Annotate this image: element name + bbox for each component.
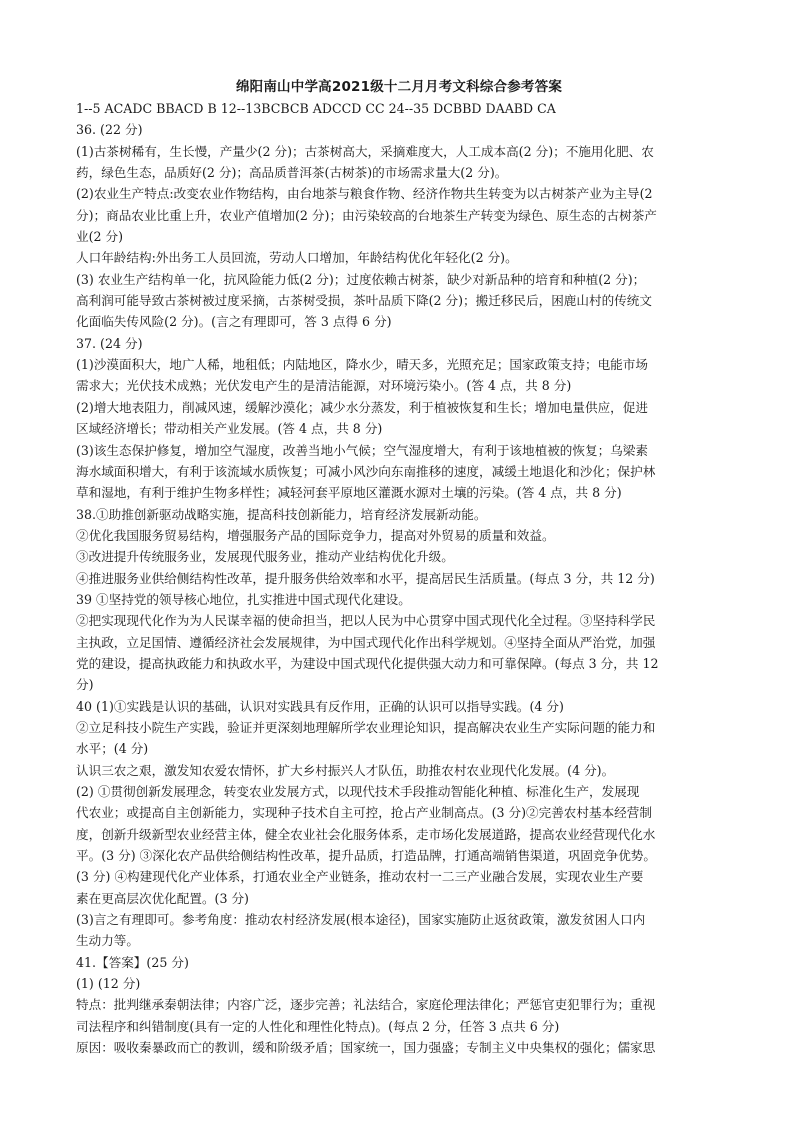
answer-line: ③改进提升传统服务业，发展现代服务业，推动产业结构优化升级。	[76, 549, 454, 565]
answer-line: 平。(3 分) ③深化农产品供给侧结构性改革，提升品质，打造品牌，打通高端销售渠道，巩固竞争优势。	[76, 848, 656, 864]
answer-line: (2)农业生产特点:改变农业作物结构，由台地茶与粮食作物、经济作物共生转变为以古树茶产业为主导(2	[76, 186, 653, 202]
answer-line: ②把实现现代化作为为人民谋幸福的使命担当，把以人民为中心贯穿中国式现代化全过程。③坚持科学民	[76, 613, 656, 629]
answer-line: (1)沙漠面积大，地广人稀，地租低；内陆地区，降水少，晴天多，光照充足；国家政策支持；电能市场	[76, 357, 648, 373]
answer-line: 水平；(4 分)	[76, 741, 149, 757]
answer-line: 区域经济增长；带动相关产业发展。(答 4 点，共 8 分)	[76, 421, 383, 437]
answer-body	[76, 98, 722, 1058]
answer-line: 代农业；或提高自主创新能力，实现种子技术自主可控，抢占产业制高点。(3 分)②完善农村基本经营制	[76, 805, 652, 821]
answer-line: 1--5 ACADC BBACD B 12--13BCBCB ADCCD CC 24--35 DCBBD DAABD CA	[76, 101, 556, 116]
answer-line: 业(2 分)	[76, 229, 124, 245]
answer-line: 主执政，立足国情、遵循经济社会发展规律，为中国式现代化作出科学规划。④坚持全面从严治党，加强	[76, 634, 656, 650]
answer-line: 39 ①坚持党的领导核心地位，扎实推进中国式现代化建设。	[76, 591, 411, 607]
answer-line: (1)古茶树稀有，生长慢，产量少(2 分)；古茶树高大，采摘难度大，人工成本高(2 分)；不施用化肥、农	[76, 143, 654, 159]
answer-line: (3) 农业生产结构单一化，抗风险能力低(2 分)；过度依赖古树茶，缺少对新品种的培育和种植(2 分)；	[76, 271, 646, 287]
answer-line: (3)该生态保护修复，增加空气湿度，改善当地小气候；空气湿度增大，有利于该地植被的恢复；乌梁素	[76, 442, 648, 458]
answer-line: 海水域面积增大，有利于该流域水质恢复；可减小风沙向东南推移的速度，减缓土地退化和沙化；保护林	[76, 463, 656, 479]
answer-line: 人口年龄结构:外出务工人员回流，劳动人口增加，年龄结构优化年轻化(2 分)。	[76, 250, 518, 266]
answer-line: 司法程序和纠错制度(具有一定的人性化和理性化特点)。(每点 2 分，任答 3 点共 6 分)	[76, 1018, 560, 1034]
answer-line: (3)言之有理即可。参考角度：推动农村经济发展(根本途径)，国家实施防止返贫政策，激发贫困人口内	[76, 912, 646, 928]
answer-line: 分)；商品农业比重上升，农业产值增加(2 分)；由污染较高的台地茶生产转变为绿色、原生态的古树茶产	[76, 207, 657, 223]
answer-line: ②优化我国服务贸易结构，增强服务产品的国际竞争力，提高对外贸易的质量和效益。	[76, 527, 555, 543]
answer-line: 分)	[76, 677, 94, 693]
answer-line: 36. (22 分)	[76, 122, 143, 138]
answer-line: 认识三农之艰，激发知农爱农情怀，扩大乡村振兴人才队伍，助推农村农业现代化发展。(4 分)。	[76, 762, 615, 778]
answer-line: 38.①助推创新驱动战略实施，提高科技创新能力，培育经济发展新动能。	[76, 506, 487, 522]
answer-line: ④推进服务业供给侧结构性改革，提升服务供给效率和水平，提高居民生活质量。(每点 3 分，共 12 分)	[76, 570, 655, 586]
answer-line: 化面临失传风险(2 分)。(言之有理即可，答 3 点得 6 分)	[76, 314, 392, 330]
answer-line: 37. (24 分)	[76, 335, 143, 351]
answer-line: 41.【答案】(25 分)	[76, 954, 189, 970]
answer-line: 特点：批判继承秦朝法律；内容广泛，逐步完善；礼法结合，家庭伦理法律化；严惩官吏犯罪行为；重视	[76, 997, 656, 1013]
answer-line: 生动力等。	[76, 933, 139, 949]
answer-line: (3 分) ④构建现代化产业体系，打通农业全产业链条，推动农村一二三产业融合发展，实现农业生产要	[76, 869, 644, 885]
answer-line: 高利润可能导致古茶树被过度采摘，古茶树受损，茶叶品质下降(2 分)；搬迁移民后，困鹿山村的传统文	[76, 293, 652, 309]
answer-line: 素在更高层次优化配置。(3 分)	[76, 890, 249, 906]
answer-line: (2)增大地表阻力，削减风速，缓解沙漠化；减少水分蒸发，利于植被恢复和生长；增加电量供应，促进	[76, 399, 648, 415]
answer-line: 原因：吸收秦暴政而亡的教训，缓和阶级矛盾；国家统一，国力强盛；专制主义中央集权的强化；儒家思	[76, 1040, 656, 1056]
answer-line: 度，创新升级新型农业经营主体，健全农业社会化服务体系，走市场化发展道路，提高农业经营现代化水	[76, 826, 656, 842]
answer-line: 40 (1)①实践是认识的基础，认识对实践具有反作用，正确的认识可以指导实践。(4 分)	[76, 698, 564, 714]
answer-line: (1) (12 分)	[76, 976, 141, 992]
page-title: 绵阳南山中学高2021级十二月月考文科综合参考答案	[235, 79, 563, 95]
answer-line: (2) ①贯彻创新发展理念，转变农业发展方式，以现代技术手段推动智能化种植、标准化生产，发展现	[76, 784, 640, 799]
answer-line: 需求大；光伏技术成熟；光伏发电产生的是清洁能源，对环境污染小。(答 4 点，共 8 分)	[76, 378, 572, 394]
answer-line: 党的建设，提高执政能力和执政水平，为建设中国式现代化提供强大动力和可靠保障。(每点 3 分，共 12	[76, 655, 659, 671]
answer-line: 草和湿地，有利于维护生物多样性；减轻河套平原地区灌溉水源对土壤的污染。(答 4 点，共 8 分)	[76, 485, 622, 501]
answer-line: ②立足科技小院生产实践，验证并更深刻地理解所学农业理论知识，提高解决农业生产实际问题的能力和	[76, 719, 656, 735]
answer-line: 药，绿色生态，品质好(2 分)；高品质普洱茶(古树茶)的市场需求量大(2 分)。	[76, 165, 508, 181]
